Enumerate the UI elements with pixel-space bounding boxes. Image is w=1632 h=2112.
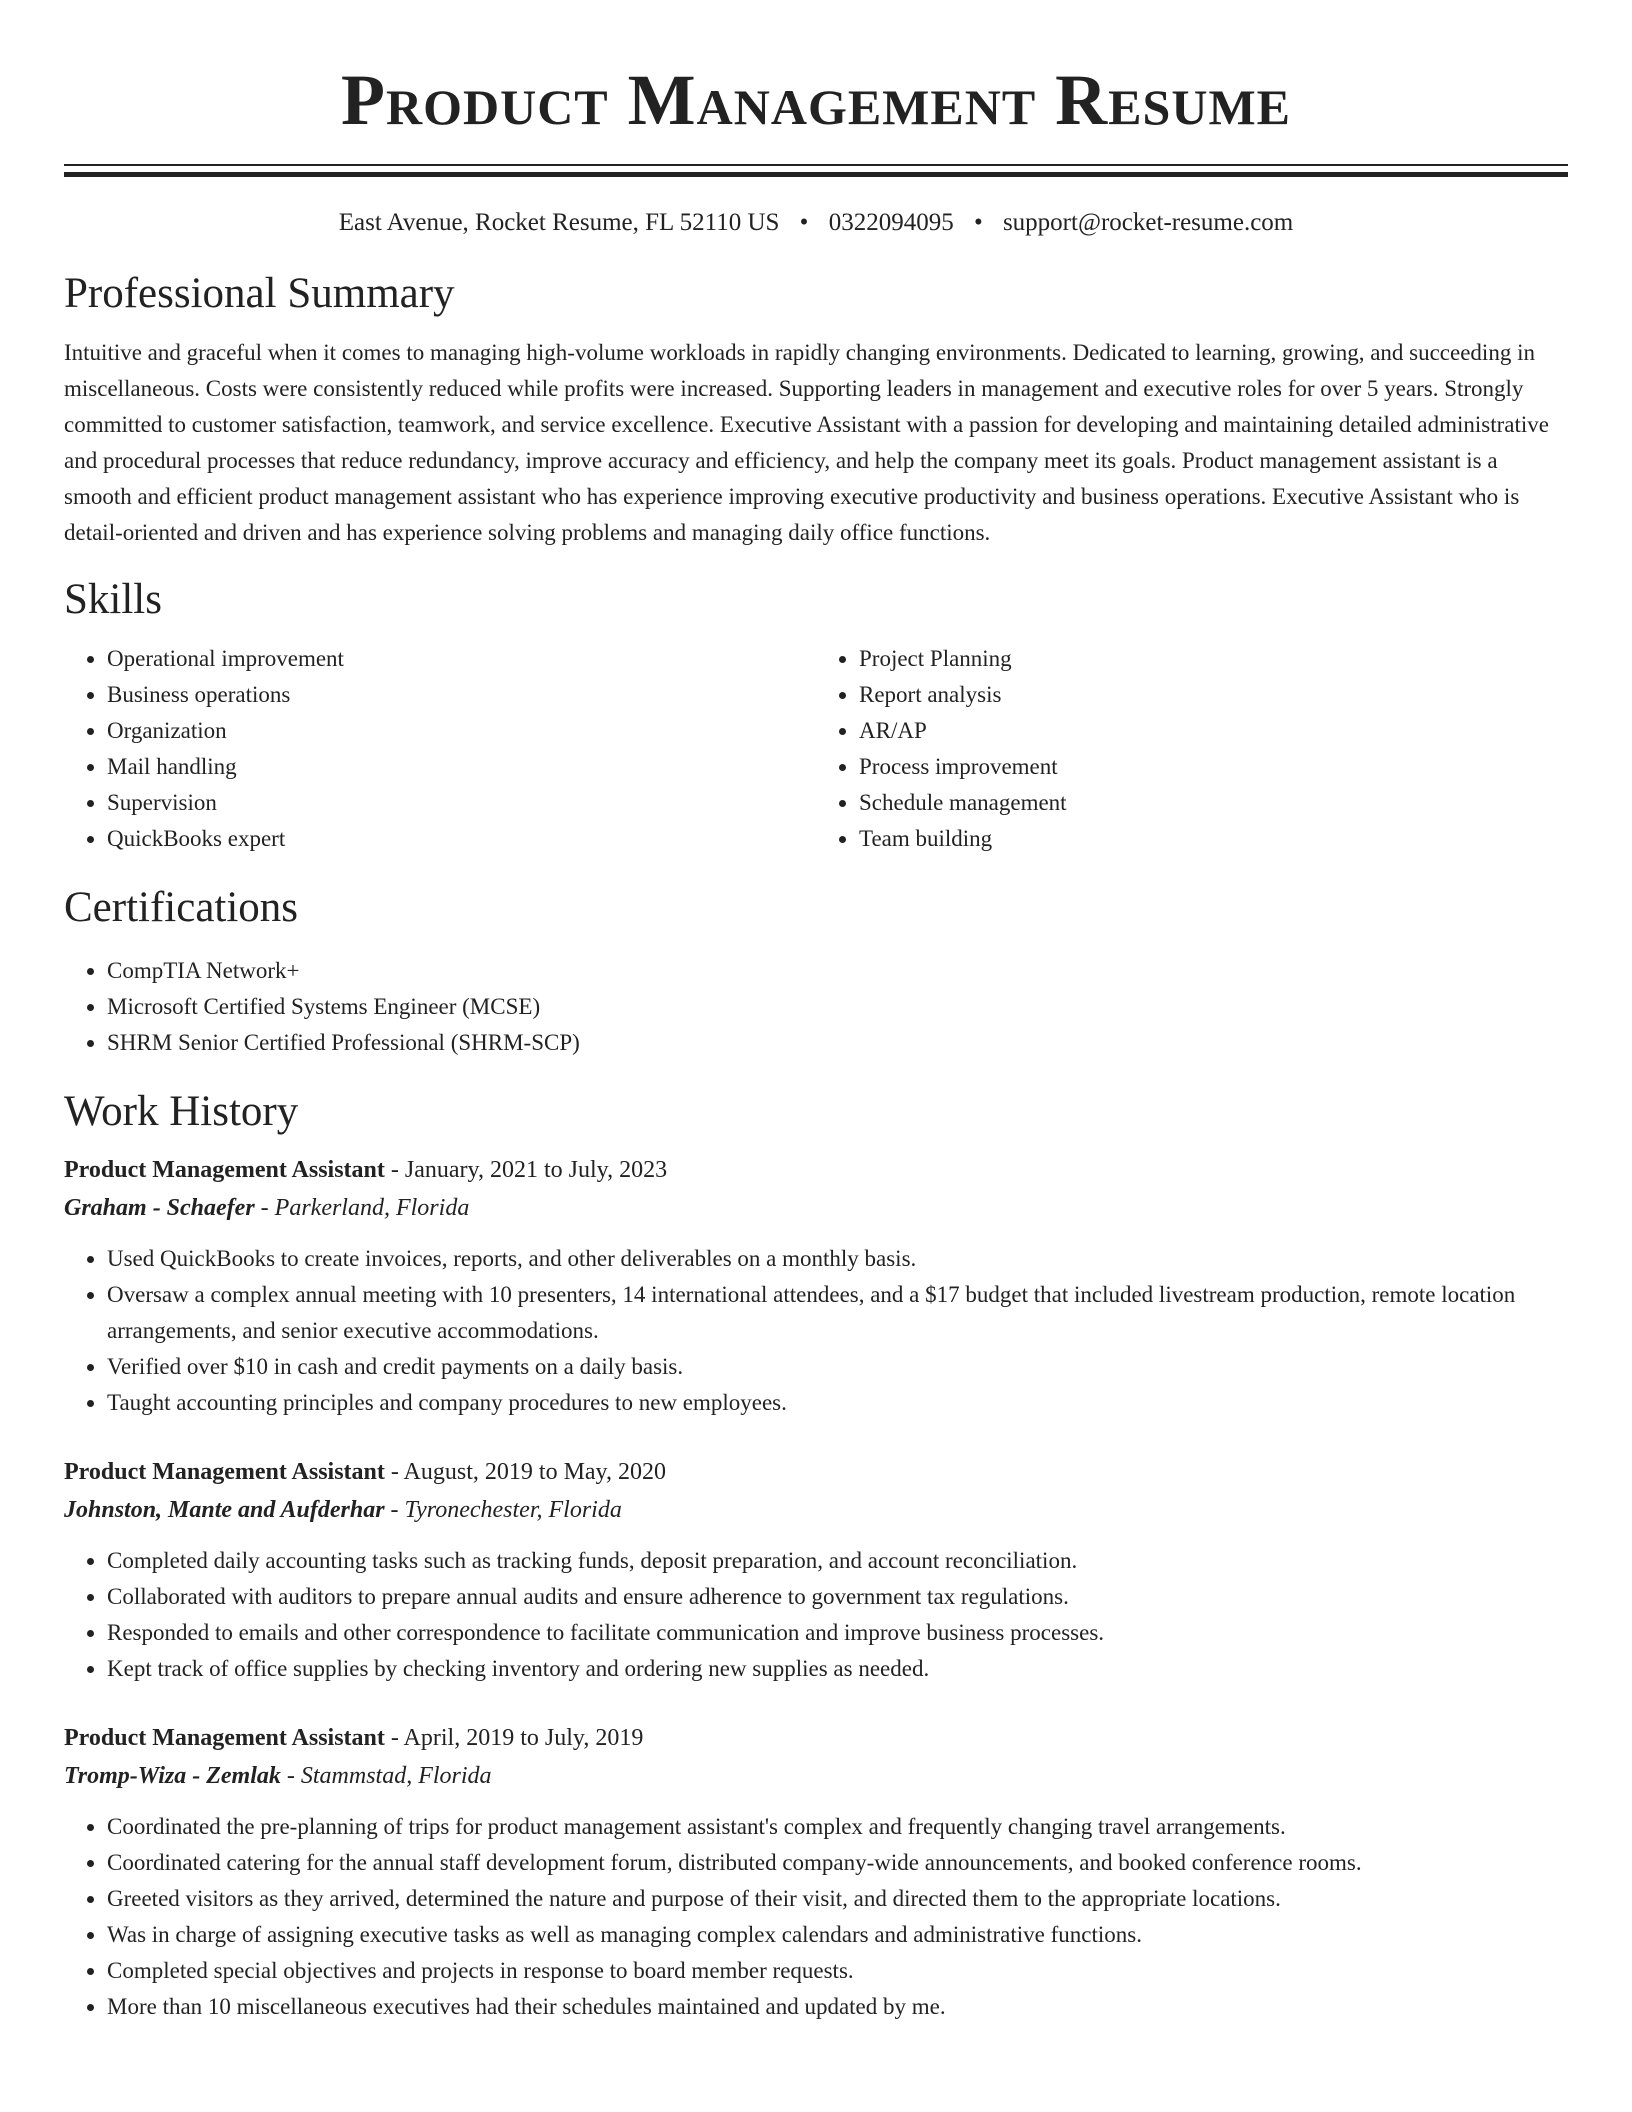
skill-item: • Report analysis xyxy=(859,677,1568,713)
job-company: Graham - Schaefer xyxy=(64,1195,255,1221)
job-location: - Tyronechester, Florida xyxy=(384,1497,622,1523)
job-bullets xyxy=(64,1241,1568,1421)
job-entry xyxy=(64,1453,1568,1687)
job-entry xyxy=(64,1151,1568,1421)
job-dates: - January, 2021 to July, 2023 xyxy=(384,1157,668,1183)
skill-item: • Business operations xyxy=(107,677,816,713)
job-title: Product Management Assistant xyxy=(64,1725,385,1751)
skills-heading: Skills xyxy=(64,576,162,623)
skill-item: • Organization xyxy=(107,713,816,749)
contact-separator: • xyxy=(973,209,983,236)
job-bullet: • Was in charge of assigning executive tasks as well as managing complex calendars and administrative functions. xyxy=(107,1917,1568,1953)
contact-phone: 0322094095 xyxy=(828,209,954,236)
summary-text: Intuitive and graceful when it comes to managing high-volume workloads in rapidly changing environments. Dedicated to learning, growing, and succeeding in miscellaneous. Costs were consistently reduced while profits were increased. Supporting leaders in management and executive roles for over 5 years. Strongly committed to customer satisfaction, teamwork, and service excellence. Executive Assistant with a passion for developing and maintaining detailed administrative and procedural processes that reduce redundancy, improve accuracy and efficiency, and help the company meet its goals. Product management assistant is a smooth and efficient product management assistant who has experience improving executive productivity and business operations. Executive Assistant who is detail-oriented and driven and has experience solving problems and managing daily office functions. xyxy=(64,340,1549,545)
job-bullet: • Taught accounting principles and company procedures to new employees. xyxy=(107,1385,1568,1421)
job-dates: - April, 2019 to July, 2019 xyxy=(384,1725,644,1751)
skill-item: • Supervision xyxy=(107,785,816,821)
certification-item: • Microsoft Certified Systems Engineer (MCSE) xyxy=(107,989,1568,1025)
contact-line xyxy=(64,207,1568,239)
resume-title: Product Management Resume xyxy=(341,60,1291,140)
job-company-line xyxy=(64,1189,1568,1227)
job-bullets xyxy=(64,1809,1568,2025)
job-company-line xyxy=(64,1491,1568,1529)
contact-address: East Avenue, Rocket Resume, FL 52110 US xyxy=(338,209,780,236)
job-bullet: • More than 10 miscellaneous executives had their schedules maintained and updated by me. xyxy=(107,1989,1568,2025)
skill-item: • Process improvement xyxy=(859,749,1568,785)
job-title-line xyxy=(64,1151,1568,1189)
job-location: - Parkerland, Florida xyxy=(254,1195,470,1221)
job-company: Tromp-Wiza - Zemlak xyxy=(64,1763,281,1789)
certification-item: • CompTIA Network+ xyxy=(107,953,1568,989)
job-bullet: • Coordinated the pre-planning of trips for product management assistant's complex and frequently changing travel arrangements. xyxy=(107,1809,1568,1845)
job-bullet: • Coordinated catering for the annual staff development forum, distributed company-wide announcements, and booked conference rooms. xyxy=(107,1845,1568,1881)
skill-item: • Operational improvement xyxy=(107,641,816,677)
job-bullet: • Verified over $10 in cash and credit payments on a daily basis. xyxy=(107,1349,1568,1385)
certifications-list xyxy=(64,953,1568,1061)
job-entry xyxy=(64,1719,1568,2025)
contact-separator: • xyxy=(799,209,809,236)
skills-list-right xyxy=(816,641,1568,857)
skills-columns xyxy=(64,641,1568,857)
job-bullet: • Responded to emails and other correspondence to facilitate communication and improve business processes. xyxy=(107,1615,1568,1651)
job-title: Product Management Assistant xyxy=(64,1157,385,1183)
skill-item: • Project Planning xyxy=(859,641,1568,677)
skill-item: • QuickBooks expert xyxy=(107,821,816,857)
job-title-line xyxy=(64,1719,1568,1757)
job-bullets xyxy=(64,1543,1568,1687)
skill-item: • Team building xyxy=(859,821,1568,857)
job-company: Johnston, Mante and Aufderhar xyxy=(64,1497,385,1523)
job-bullet: • Greeted visitors as they arrived, determined the nature and purpose of their visit, and directed them to the appropriate locations. xyxy=(107,1881,1568,1917)
title-divider xyxy=(64,164,1568,177)
job-dates: - August, 2019 to May, 2020 xyxy=(384,1459,666,1485)
job-company-line xyxy=(64,1757,1568,1795)
job-bullet: • Used QuickBooks to create invoices, reports, and other deliverables on a monthly basis. xyxy=(107,1241,1568,1277)
work-history-heading: Work History xyxy=(64,1088,299,1135)
summary-heading: Professional Summary xyxy=(64,270,455,317)
skill-item: • AR/AP xyxy=(859,713,1568,749)
job-bullet: • Collaborated with auditors to prepare annual audits and ensure adherence to government tax regulations. xyxy=(107,1579,1568,1615)
contact-email: support@rocket-resume.com xyxy=(1002,209,1294,236)
job-bullet: • Completed daily accounting tasks such as tracking funds, deposit preparation, and account reconciliation. xyxy=(107,1543,1568,1579)
job-bullet: • Oversaw a complex annual meeting with 10 presenters, 14 international attendees, and a $17 budget that included livestream production, remote location arrangements, and senior executive accommodations. xyxy=(107,1277,1568,1349)
certifications-heading: Certifications xyxy=(64,884,299,931)
skills-list-left xyxy=(64,641,816,857)
job-bullet: • Completed special objectives and projects in response to board member requests. xyxy=(107,1953,1568,1989)
certification-item: • SHRM Senior Certified Professional (SHRM-SCP) xyxy=(107,1025,1568,1061)
skill-item: • Mail handling xyxy=(107,749,816,785)
job-bullet: • Kept track of office supplies by checking inventory and ordering new supplies as needed. xyxy=(107,1651,1568,1687)
skill-item: • Schedule management xyxy=(859,785,1568,821)
job-title: Product Management Assistant xyxy=(64,1459,385,1485)
job-location: - Stammstad, Florida xyxy=(280,1763,492,1789)
job-title-line xyxy=(64,1453,1568,1491)
